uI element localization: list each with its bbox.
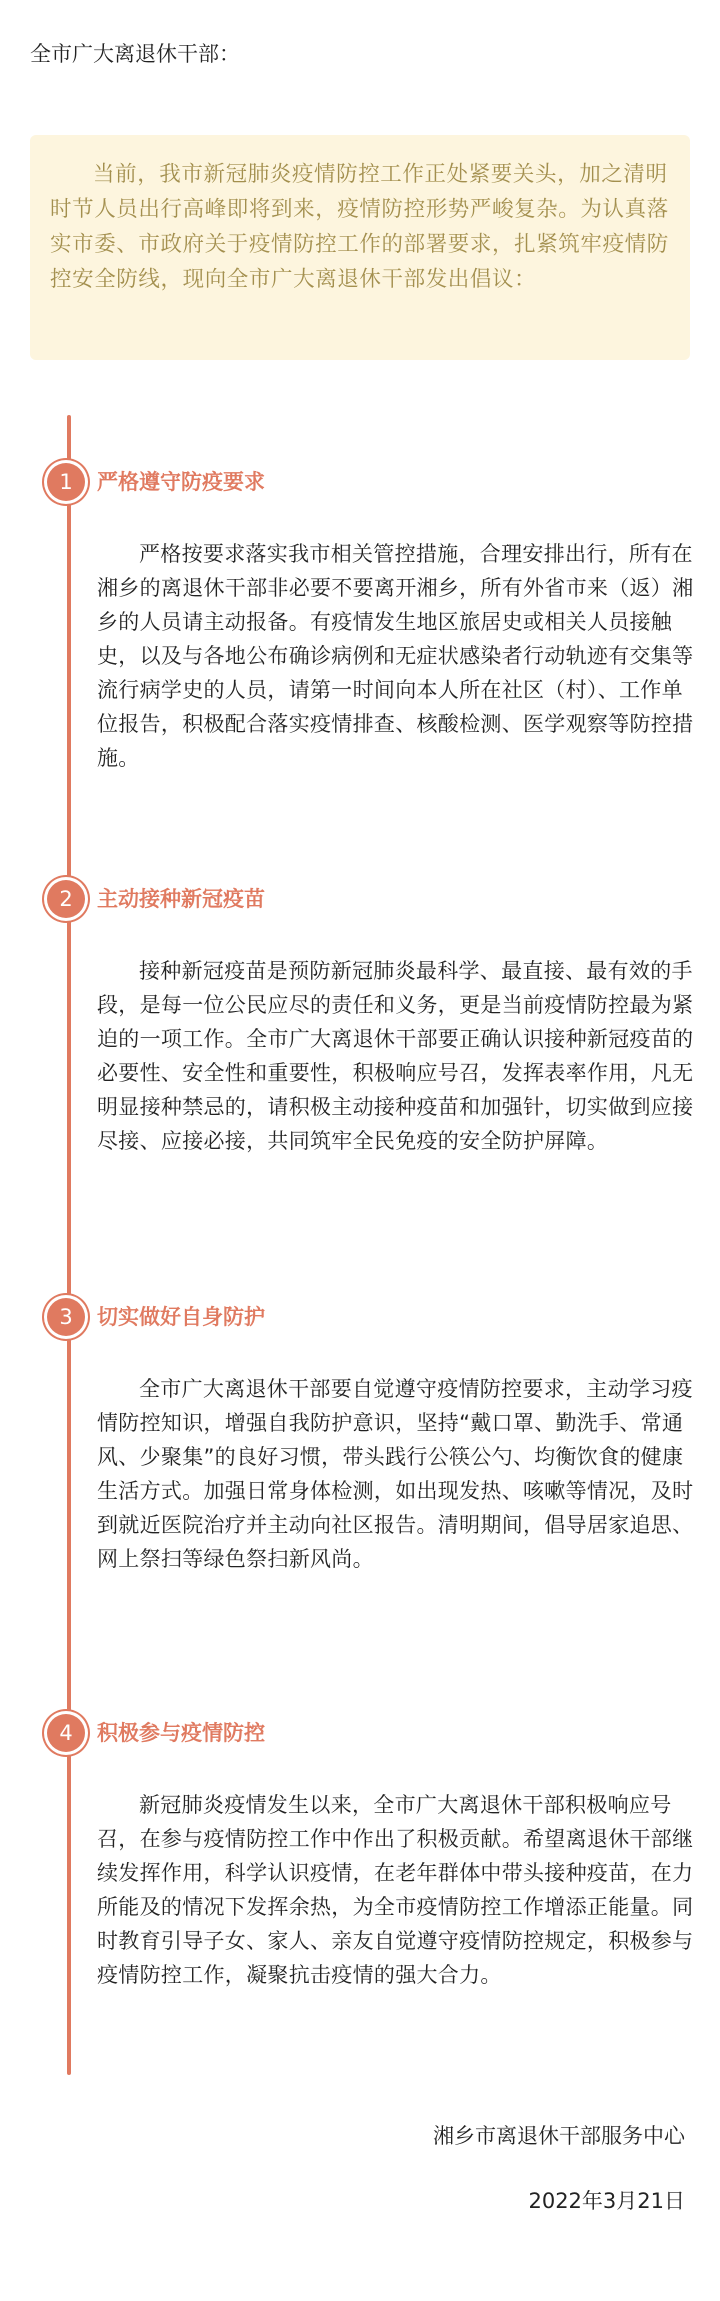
section-header — [47, 463, 687, 505]
number-badge: 1 — [47, 463, 85, 501]
section-title: 严格遵守防疫要求 — [97, 470, 265, 494]
signature-date: 2022年3月21日 — [528, 2189, 685, 2213]
section-header — [47, 1714, 687, 1756]
section-title: 积极参与疫情防控 — [97, 1721, 265, 1745]
section-4 — [47, 1714, 694, 1987]
section-body: 新冠肺炎疫情发生以来，全市广大离退休干部积极响应号召，在参与疫情防控工作中作出了积极贡献。希望离退休干部继续发挥作用，科学认识疫情，在老年群体中带头接种疫苗，在力所能及的情况下发挥余热，为全市疫情防控工作增添正能量。同时教育引导子女、家人、亲友自觉遵守疫情防控规定，积极参与疫情防控工作，凝聚抗击疫情的强大合力。 — [97, 1793, 694, 1987]
signature-organization: 湘乡市离退休干部服务中心 — [433, 2124, 685, 2148]
number-badge: 3 — [47, 1298, 85, 1336]
number-badge: 2 — [47, 880, 85, 918]
section-1 — [47, 463, 694, 770]
section-title: 主动接种新冠疫苗 — [97, 887, 265, 911]
section-body: 接种新冠疫苗是预防新冠肺炎最科学、最直接、最有效的手段，是每一位公民应尽的责任和义务，更是当前疫情防控最为紧迫的一项工作。全市广大离退休干部要正确认识接种新冠疫苗的必要性、安全性和重要性，积极响应号召，发挥表率作用，凡无明显接种禁忌的，请积极主动接种疫苗和加强针，切实做到应接尽接、应接必接，共同筑牢全民免疫的安全防护屏障。 — [97, 959, 694, 1153]
intro-text: 当前，我市新冠肺炎疫情防控工作正处紧要关头，加之清明时节人员出行高峰即将到来，疫情防控形势严峻复杂。为认真落实市委、市政府关于疫情防控工作的部署要求，扎紧筑牢疫情防控安全防线，现向全市广大离退休干部发出倡议： — [50, 162, 669, 292]
salutation: 全市广大离退休干部： — [30, 42, 240, 66]
section-header — [47, 880, 687, 922]
section-3 — [47, 1298, 694, 1571]
number-badge: 4 — [47, 1714, 85, 1752]
section-title: 切实做好自身防护 — [97, 1305, 265, 1329]
section-header — [47, 1298, 687, 1340]
intro-box — [30, 135, 690, 360]
timeline-line — [67, 415, 71, 2075]
section-body: 全市广大离退休干部要自觉遵守疫情防控要求，主动学习疫情防控知识，增强自我防护意识，坚持“戴口罩、勤洗手、常通风、少聚集”的良好习惯，带头践行公筷公勺、均衡饮食的健康生活方式。加强日常身体检测，如出现发热、咳嗽等情况，及时到就近医院治疗并主动向社区报告。清明期间，倡导居家追思、网上祭扫等绿色祭扫新风尚。 — [97, 1377, 694, 1571]
section-body: 严格按要求落实我市相关管控措施，合理安排出行，所有在湘乡的离退休干部非必要不要离开湘乡，所有外省市来（返）湘乡的人员请主动报备。有疫情发生地区旅居史或相关人员接触史，以及与各地公布确诊病例和无症状感染者行动轨迹有交集等流行病学史的人员，请第一时间向本人所在社区（村）、工作单位报告，积极配合落实疫情排查、核酸检测、医学观察等防控措施。 — [97, 542, 694, 770]
section-2 — [47, 880, 694, 1153]
